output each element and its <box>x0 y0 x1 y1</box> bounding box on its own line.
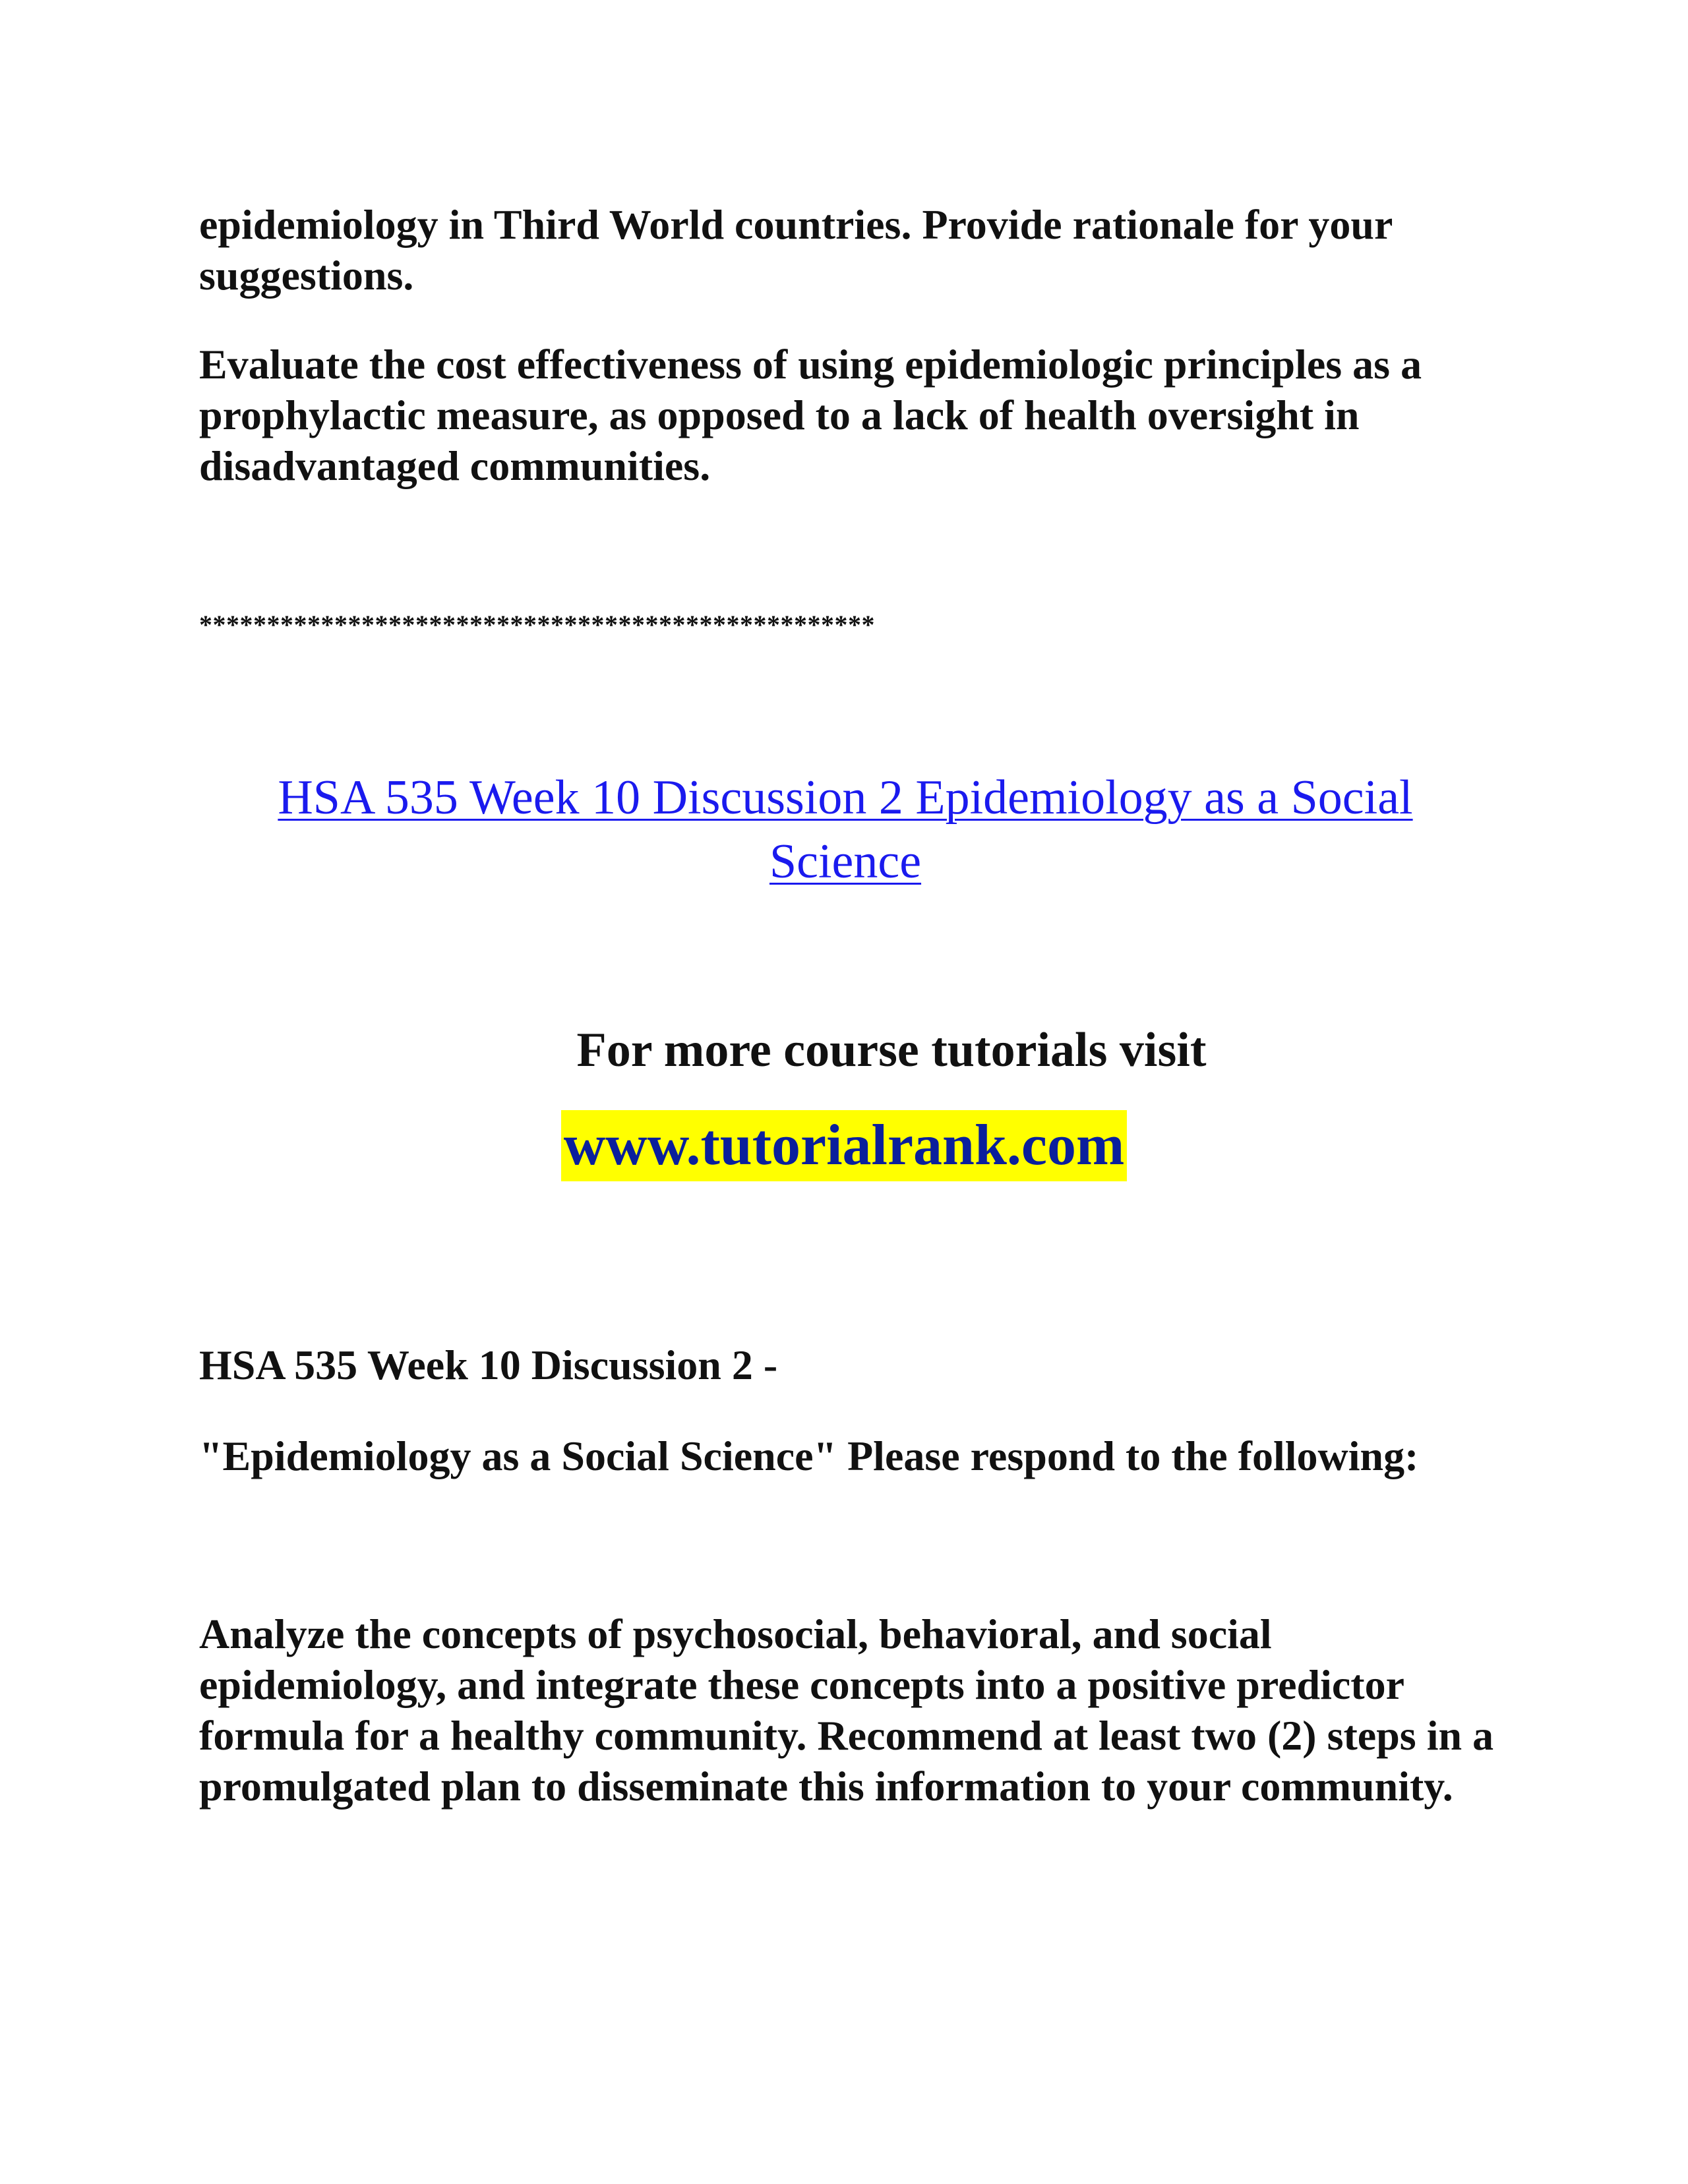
discussion-prompt: "Epidemiology as a Social Science" Please respond to the following: <box>199 1432 1419 1479</box>
analyze-paragraph: Analyze the concepts of psychosocial, behavioral, and social epidemiology, and integrate these concepts into a positive predictor formula for a healthy community. Recommend at least two (2) steps in a promulgated plan to disseminate this information to your community. <box>199 1610 1494 1810</box>
intro-paragraph: epidemiology in Third World countries. Provide rationale for your suggestions. <box>199 201 1393 299</box>
website-link-container <box>0 1110 1688 1181</box>
evaluate-paragraph: Evaluate the cost effectiveness of using epidemiologic principles as a prophylactic measure, as opposed to a lack of health oversight in disadvantaged communities. <box>199 341 1422 489</box>
asterisk-separator: ************************************************** <box>199 610 875 639</box>
website-link[interactable]: www.tutorialrank.com <box>561 1110 1128 1181</box>
discussion-heading: HSA 535 Week 10 Discussion 2 - <box>199 1342 778 1388</box>
discussion-title-link[interactable]: HSA 535 Week 10 Discussion 2 Epidemiology as a Social Science <box>278 771 1413 889</box>
visit-text: For more course tutorials visit <box>576 1023 1207 1077</box>
